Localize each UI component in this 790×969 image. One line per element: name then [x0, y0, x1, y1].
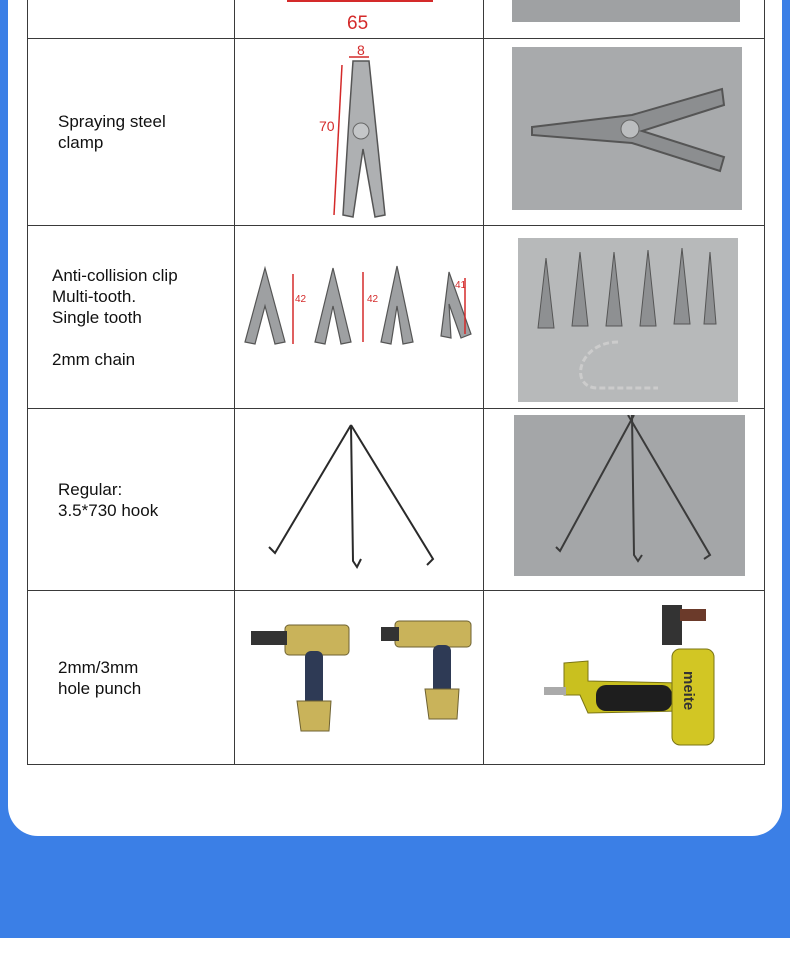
- photo-cell: [484, 0, 765, 39]
- bottom-strip: [0, 938, 790, 969]
- photo-cell: [484, 226, 765, 409]
- dimension-label: 41: [455, 280, 467, 291]
- table-row: [28, 409, 765, 591]
- table-row: [28, 591, 765, 765]
- table-row: [28, 226, 765, 409]
- photo-cell: [484, 591, 765, 765]
- hole-punch-illustration: [235, 591, 483, 764]
- photo-cell: [484, 409, 765, 591]
- brand-mark: meite: [680, 671, 697, 711]
- dimension-label: 8: [357, 42, 365, 58]
- clip-illustration: [235, 226, 483, 408]
- dimension-image-cell: [235, 39, 484, 226]
- dimension-image-cell: [235, 0, 484, 39]
- hook-illustration: [235, 409, 483, 590]
- photo-cell: [484, 39, 765, 226]
- hole-punch-photo: [484, 591, 764, 764]
- hook-photo: [514, 415, 745, 576]
- product-photo: [518, 238, 738, 402]
- clip-photo: [518, 238, 738, 402]
- row-name-cell: [28, 409, 235, 591]
- clamp-photo: [512, 47, 742, 210]
- clamp-illustration: [235, 39, 483, 225]
- product-photo: [512, 47, 742, 210]
- row-name-cell: [28, 39, 235, 226]
- row-name: Anti-collision clip Multi-tooth. Single tooth 2mm chain: [52, 265, 178, 369]
- dimension-drawing: [235, 0, 483, 38]
- row-name-cell: [28, 591, 235, 765]
- spec-table: [27, 0, 765, 765]
- dimension-label: 42: [367, 294, 379, 305]
- dimension-image-cell: [235, 226, 484, 409]
- row-name-cell: [28, 226, 235, 409]
- table-row: [28, 39, 765, 226]
- row-name: 2mm/3mm hole punch: [58, 657, 142, 698]
- product-photo: [514, 415, 745, 576]
- dimension-label: 42: [295, 294, 307, 305]
- dimension-label: 70: [319, 118, 335, 134]
- row-name: Regular: 3.5*730 hook: [58, 479, 159, 520]
- dimension-label: 65: [347, 13, 369, 34]
- dimension-image-cell: [235, 591, 484, 765]
- product-photo: [512, 0, 740, 22]
- dimension-image-cell: [235, 409, 484, 591]
- row-name-cell: [28, 0, 235, 39]
- row-name: Spraying steel clamp: [58, 112, 166, 152]
- table-row: [28, 0, 765, 39]
